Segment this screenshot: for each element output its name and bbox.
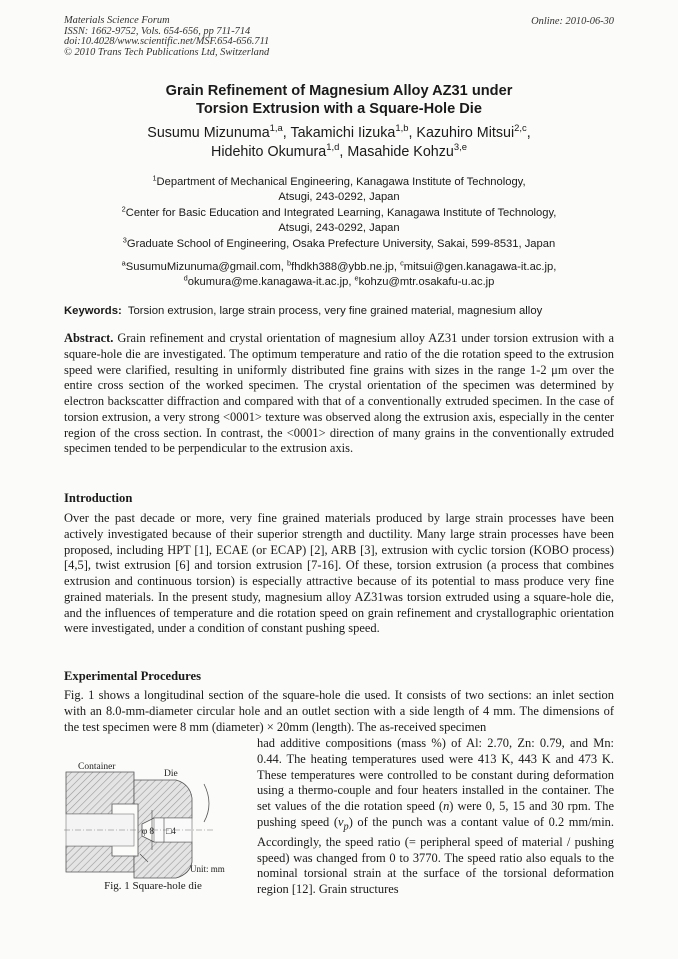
affil-sup: 3 [122,234,127,244]
journal-doi[interactable]: doi:10.4028/www.scientific.net/MSF.654-656.711 [64,36,270,48]
email-line-1 [40,260,638,275]
author-line-2: Hidehito Okumura$^{1,d}$, Masahide Kohzu$^{3,e}$ [211,141,467,160]
container-label: Container [78,762,116,772]
affil-line: Center for Basic Education and Integrated Learning, Kanagawa Institute of Technology, [125,206,557,219]
email-line-2 [40,275,638,290]
text-run: ) were 0, 5, 15 and 30 rpm. The pushing speed ( [257,799,614,829]
affiliation-2 [40,206,638,221]
keywords-label: Keywords: [64,305,122,317]
email-sup: c [400,258,404,268]
symbol-subscript-p: p [343,821,349,833]
die-label: Die [164,769,178,779]
email-sup: d [183,273,188,283]
affiliations [40,175,638,252]
email-link[interactable]: fhdkh388@ybb.ne.jp, [291,261,401,273]
affil-line: Department of Mechanical Engineering, Kanagawa Institute of Technology, [156,176,526,188]
journal-name: Materials Science Forum [64,15,170,26]
affiliation-1-city: Atsugi, 243-0292, Japan [278,191,400,204]
email-link[interactable]: kohzu@mtr.osakafu-u.ac.jp [358,276,495,289]
email-list [40,260,638,291]
journal-copyright: © 2010 Trans Tech Publications Ltd, Switzerland [64,46,270,58]
section-heading-experimental: Experimental Procedures [64,669,201,683]
title-line-1: Grain Refinement of Magnesium Alloy AZ31 under [165,83,513,99]
unit-label: Unit: mm [190,864,225,874]
author-name: Hidehito Okumura [211,144,327,160]
affil-sup: 1 [152,173,157,183]
email-sup: b [286,258,292,268]
experimental-text: Fig. 1 shows a longitudinal section of the square-hole die used. It consists of two sections: an inlet section with an 8.0-mm-diameter circular hole and an outlet section with a side length of 4 mm. The dimensions of the test specimen were 8 mm (diameter) × 20mm (length). The as-received specimen [64,688,614,734]
figure-caption: Fig. 1 Square-hole die [104,880,202,892]
author-name: Takamichi Iizuka [290,125,396,141]
online-date: Online: 2010-06-30 [531,16,614,27]
author-name: Masahide Kohzu [347,144,454,160]
affiliation-1 [40,175,638,190]
author-affil-sup: 1,a [269,122,283,134]
text-run: ) of the punch was a contant value of 0.2 mm/min. Accordingly, the speed ratio (= peripheral speed of material / pushing speed) was changed from 0 to 3770. The speed ratio also equals to the nominal torsional strain at the surface of the torsional deformation region [12]. Grain structures [257,814,614,897]
affiliation-3 [40,234,638,252]
email-link[interactable]: okumura@me.kanagawa-it.ac.jp, [187,276,355,289]
container-top [66,772,134,814]
title-line-2: Torsion Extrusion with a Square-Hole Die [196,101,482,117]
author-affil-sup: 3,e [453,141,467,153]
abstract-text: Grain refinement and crystal orientation of magnesium alloy AZ31 under torsion extrusion with a square-hole die are investigated. The optimum temperature and ratio of the die rotation speed to the extrusion speed were clarified, resulting in uniformly distributed fine grains with sizes in the range 1-2 μm over the entire cross section of the worked specimen. The crystal orientation of the specimen was determined by electron backscatter diffraction and compared with that of a conventionally extruded specimen. In the case of torsion extrusion, a very strong <0001> texture was observed along the extrusion axis, especially in the center region of the cross section. In contrast, the <0001> direction of many grains in the conventionally extruded specimen tended to be perpendicular to the extrusion axis. [64,331,614,456]
symbol-v: v [337,814,344,829]
diameter-label: φ 8 [142,826,154,836]
keywords-text: Torsion extrusion, large strain process, very fine grained material, magnesium alloy [127,305,543,317]
email-sup: e [354,273,359,283]
affil-line: Graduate School of Engineering, Osaka Prefecture University, Sakai, 599-8531, Japan [126,237,556,250]
author-affil-sup: 2,c [514,122,527,134]
email-sup: a [121,258,126,268]
introduction-text: Over the past decade or more, very fine grained materials produced by large strain processes have been actively investigated because of their superior strength and ductility. Many large strain processes have been proposed, including HPT [1], ECAE (or ECAP) [2], ARB [3], extrusion with cyclic torsion (KOBO process) [4,5], twist extrusion [6] and torsion extrusion [7-16]. Of these, torsion extrusion (a process that combines extrusion and continuous torsion) is especially attractive because of its potential to mass produce very fine grained materials. In the present study, magnesium alloy AZ31was torsion extruded using a square-hole die, and the influences of temperature and die rotation speed on grain refinement and crystallographic orientation were investigated, under a condition of constant pushing speed. [64,511,614,636]
author-name: Kazuhiro Mitsui [416,125,515,141]
abstract [64,331,614,457]
text-run: had additive compositions (mass %) of Al: 2.70, Zn: 0.79, and Mn: 0.44. The heating temperatures used were 413 K, 443 K and 473 K. These temperatures were controlled to be constant during deformation using a thermo-couple and four heaters installed in the container. The set values of the die rotation speed ( [257,736,614,813]
die-diagram [64,744,244,880]
abstract-label: Abstract. [64,331,114,345]
paper-title [40,82,638,118]
symbol-n: n [443,799,450,813]
affiliation-2-city: Atsugi, 243-0292, Japan [278,222,400,235]
container-bottom [66,846,134,872]
affil-sup: 2 [121,204,126,214]
journal-issn: ISSN: 1662-9752, Vols. 654-656, pp 711-714 [64,25,251,37]
author-list [40,124,638,162]
email-link[interactable]: SusumuMizunuma@gmail.com, [125,261,287,273]
journal-header [64,16,269,58]
experimental-text-wrapped [257,736,614,898]
author-affil-sup: 1,b [395,122,409,134]
section-heading-introduction: Introduction [64,491,133,505]
keywords [64,305,616,317]
email-link[interactable]: mitsui@gen.kanagawa-it.ac.jp, [403,261,557,273]
figure-square-hole-die [64,744,244,894]
author-affil-sup: 1,d [326,141,340,153]
author-line-1: Susumu Mizunuma$^{1,a}$, Takamichi Iizuka$^{1,b}$, Kazuhiro Mitsui$^{2,c}$, [147,122,531,141]
author-name: Susumu Mizunuma [147,125,270,141]
square-label: □4 [166,826,176,836]
